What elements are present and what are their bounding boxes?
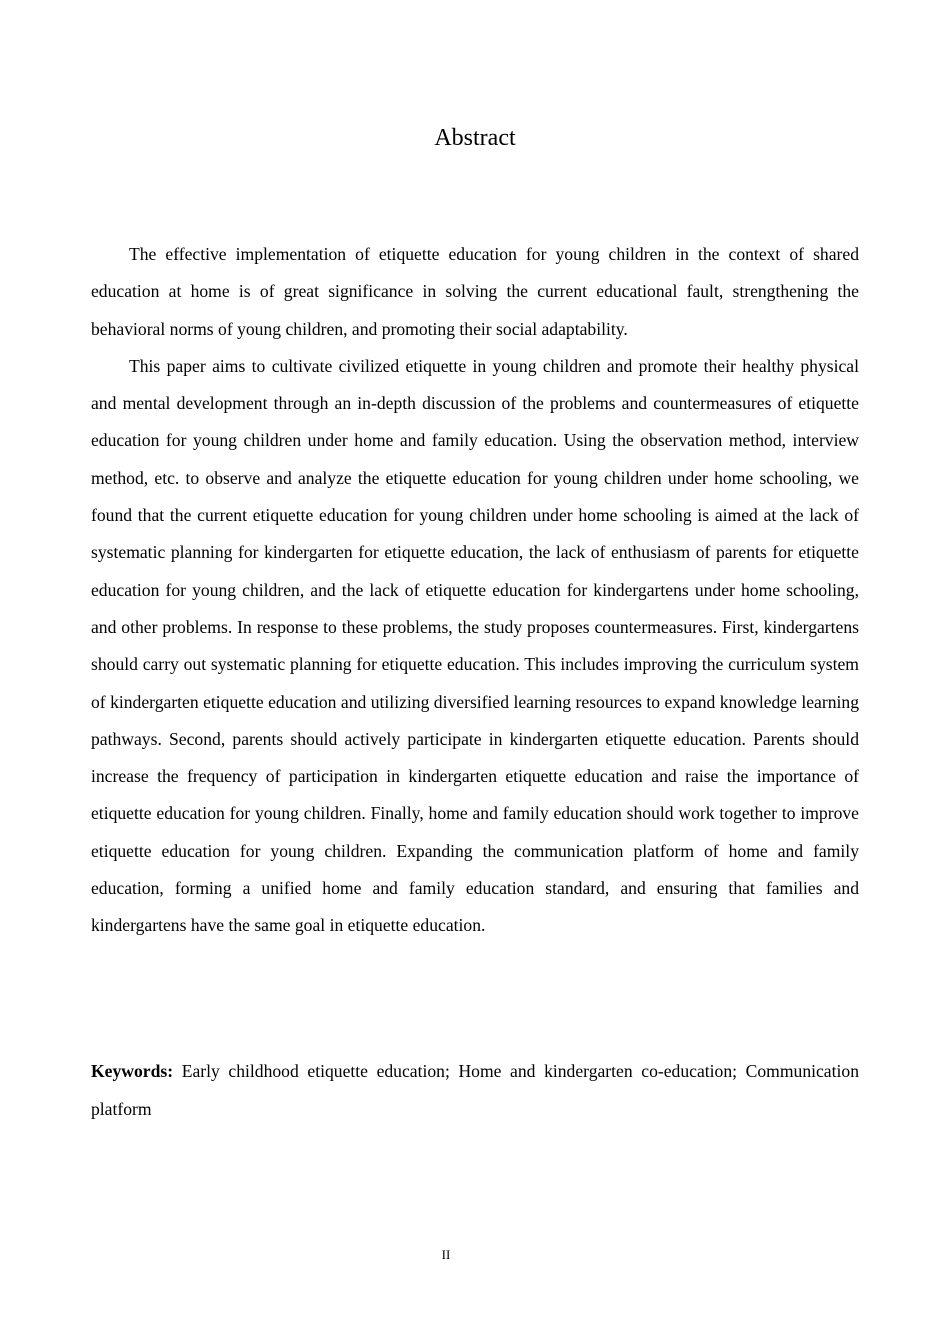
keywords-text: Early childhood etiquette education; Home and kindergarten co-education; Communication platform	[91, 1061, 859, 1119]
page-number: II	[441, 1247, 451, 1262]
page-title: Abstract	[434, 125, 516, 151]
keywords-label: Keywords:	[91, 1061, 174, 1081]
abstract-paragraph: The effective implementation of etiquette education for young children in the context of shared education at home is of great significance in solving the current educational fault, strengthening the behavioral norms of young children, and promoting their social adaptability.	[91, 244, 859, 339]
abstract-paragraph: This paper aims to cultivate civilized etiquette in young children and promote their healthy physical and mental development through an in-depth discussion of the problems and countermeasures of etiquette education for young children under home and family education. Using the observation method, interview method, etc. to observe and analyze the etiquette education for young children under home schooling, we found that the current etiquette education for young children under home schooling is aimed at the lack of systematic planning for kindergarten for etiquette education, the lack of enthusiasm of parents for etiquette education for young children, and the lack of etiquette education for kindergartens under home schooling, and other problems. In response to these problems, the study proposes countermeasures. First, kindergartens should carry out systematic planning for etiquette education. This includes improving the curriculum system of kindergarten etiquette education and utilizing diversified learning resources to expand knowledge learning pathways. Second, parents should actively participate in kindergarten etiquette education. Parents should increase the frequency of participation in kindergarten etiquette education and raise the importance of etiquette education for young children. Finally, home and family education should work together to improve etiquette education for young children. Expanding the communication platform of home and family education, forming a unified home and family education standard, and ensuring that families and kindergartens have the same goal in etiquette education.	[91, 355, 859, 936]
abstract-body	[91, 236, 859, 945]
keywords	[91, 1053, 859, 1128]
